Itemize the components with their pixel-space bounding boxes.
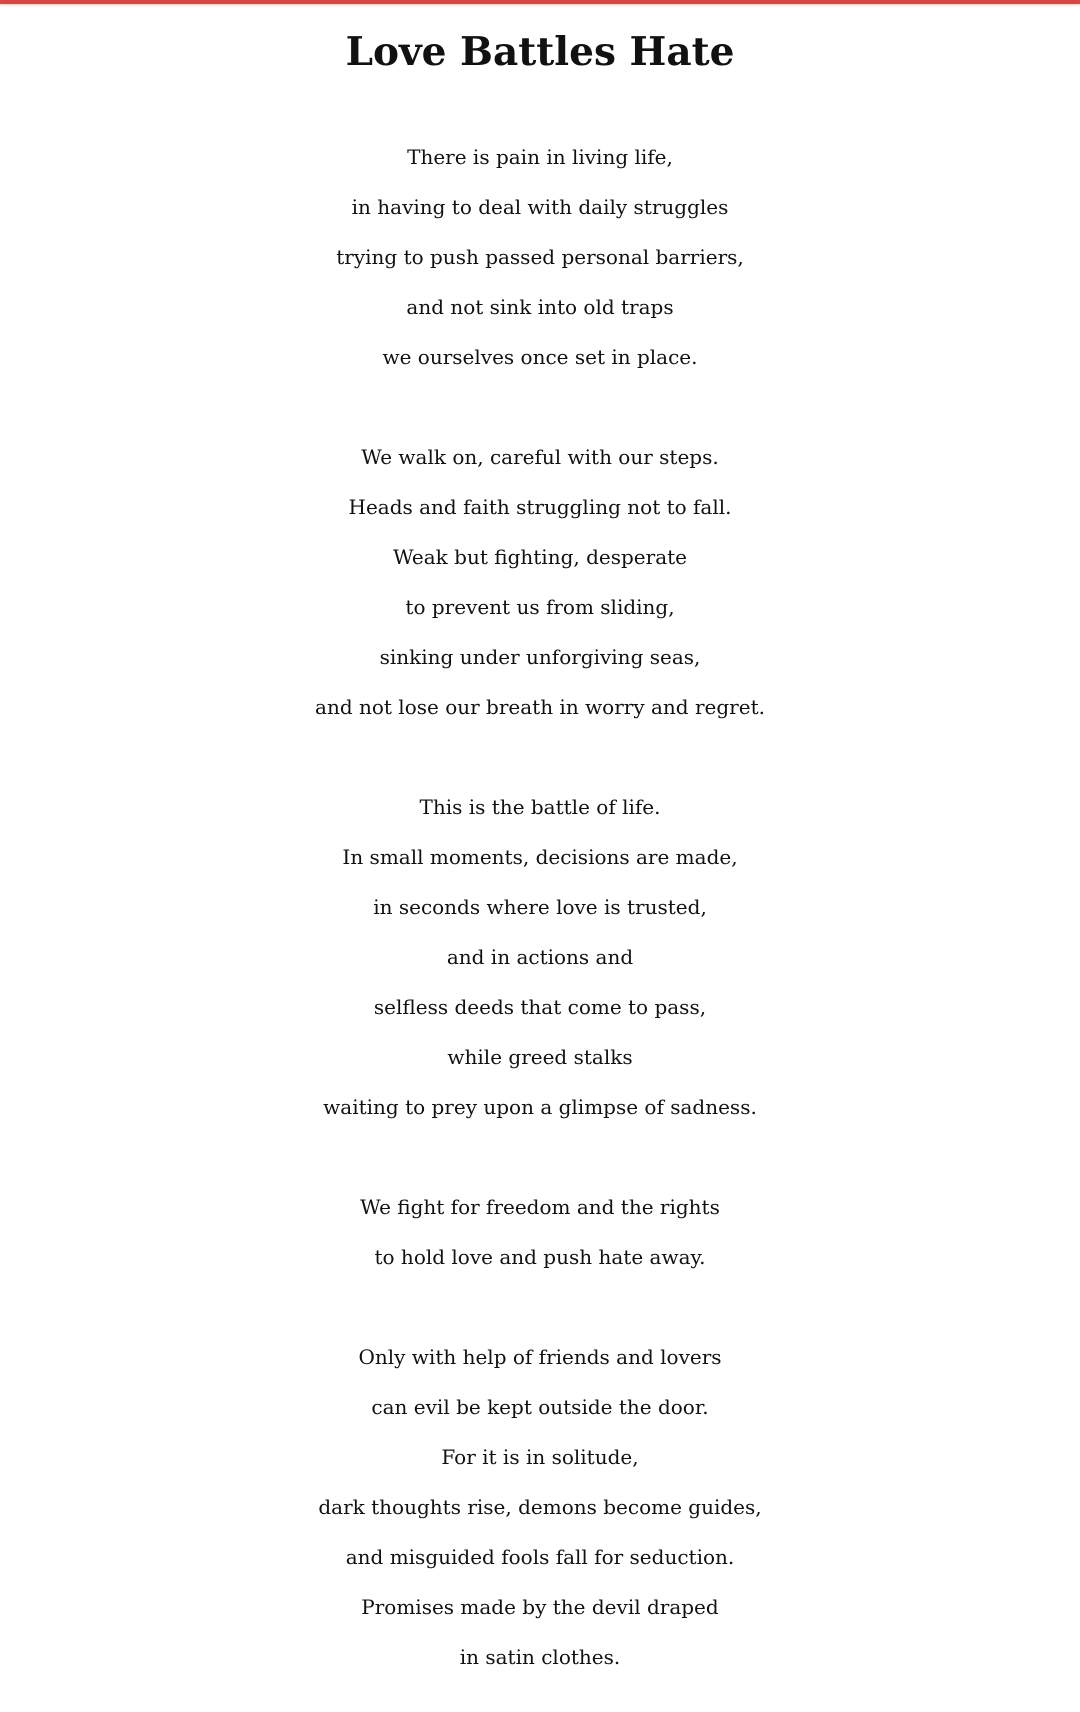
poem-line: and not sink into old traps xyxy=(406,295,674,319)
poem-line: For it is in solitude, xyxy=(441,1445,639,1469)
stanza-2 xyxy=(0,432,1080,732)
poem-line: we ourselves once set in place. xyxy=(382,345,698,369)
poem-line: to prevent us from sliding, xyxy=(405,595,675,619)
poem-line: and misguided fools fall for seduction. xyxy=(345,1545,735,1569)
poem-line: and in actions and xyxy=(446,945,634,969)
poem-line: can evil be kept outside the door. xyxy=(371,1395,709,1419)
poem-line: Promises made by the devil draped xyxy=(361,1595,719,1619)
poem-line: There is pain in living life, xyxy=(407,145,673,169)
poem-line: sinking under unforgiving seas, xyxy=(379,645,701,669)
poem-line: Heads and faith struggling not to fall. xyxy=(348,495,732,519)
stanza-3 xyxy=(0,782,1080,1132)
poem-line: to hold love and push hate away. xyxy=(374,1245,706,1269)
top-accent-bar xyxy=(0,0,1080,4)
poem-line: and not lose our breath in worry and regret. xyxy=(315,695,765,719)
poem-line: while greed stalks xyxy=(447,1045,633,1069)
poem-line: in having to deal with daily struggles xyxy=(351,195,729,219)
poem-line: In small moments, decisions are made, xyxy=(342,845,738,869)
poem-line: This is the battle of life. xyxy=(419,795,661,819)
poem-line: We fight for freedom and the rights xyxy=(360,1195,720,1219)
poem-line: selfless deeds that come to pass, xyxy=(373,995,707,1019)
poem-line: We walk on, careful with our steps. xyxy=(361,445,719,469)
poem-line: Only with help of friends and lovers xyxy=(358,1345,722,1369)
poem xyxy=(0,22,1080,1682)
poem-title: Love Battles Hate xyxy=(345,29,735,75)
stanza-4 xyxy=(0,1182,1080,1282)
poem-line: trying to push passed personal barriers, xyxy=(336,245,744,269)
poem-line: dark thoughts rise, demons become guides, xyxy=(318,1495,762,1519)
poem-line: waiting to prey upon a glimpse of sadness. xyxy=(323,1095,757,1119)
poem-line: in seconds where love is trusted, xyxy=(373,895,707,919)
poem-line: Weak but fighting, desperate xyxy=(393,545,687,569)
poem-line: in satin clothes. xyxy=(459,1645,621,1669)
stanza-1 xyxy=(0,132,1080,382)
stanza-5 xyxy=(0,1332,1080,1682)
